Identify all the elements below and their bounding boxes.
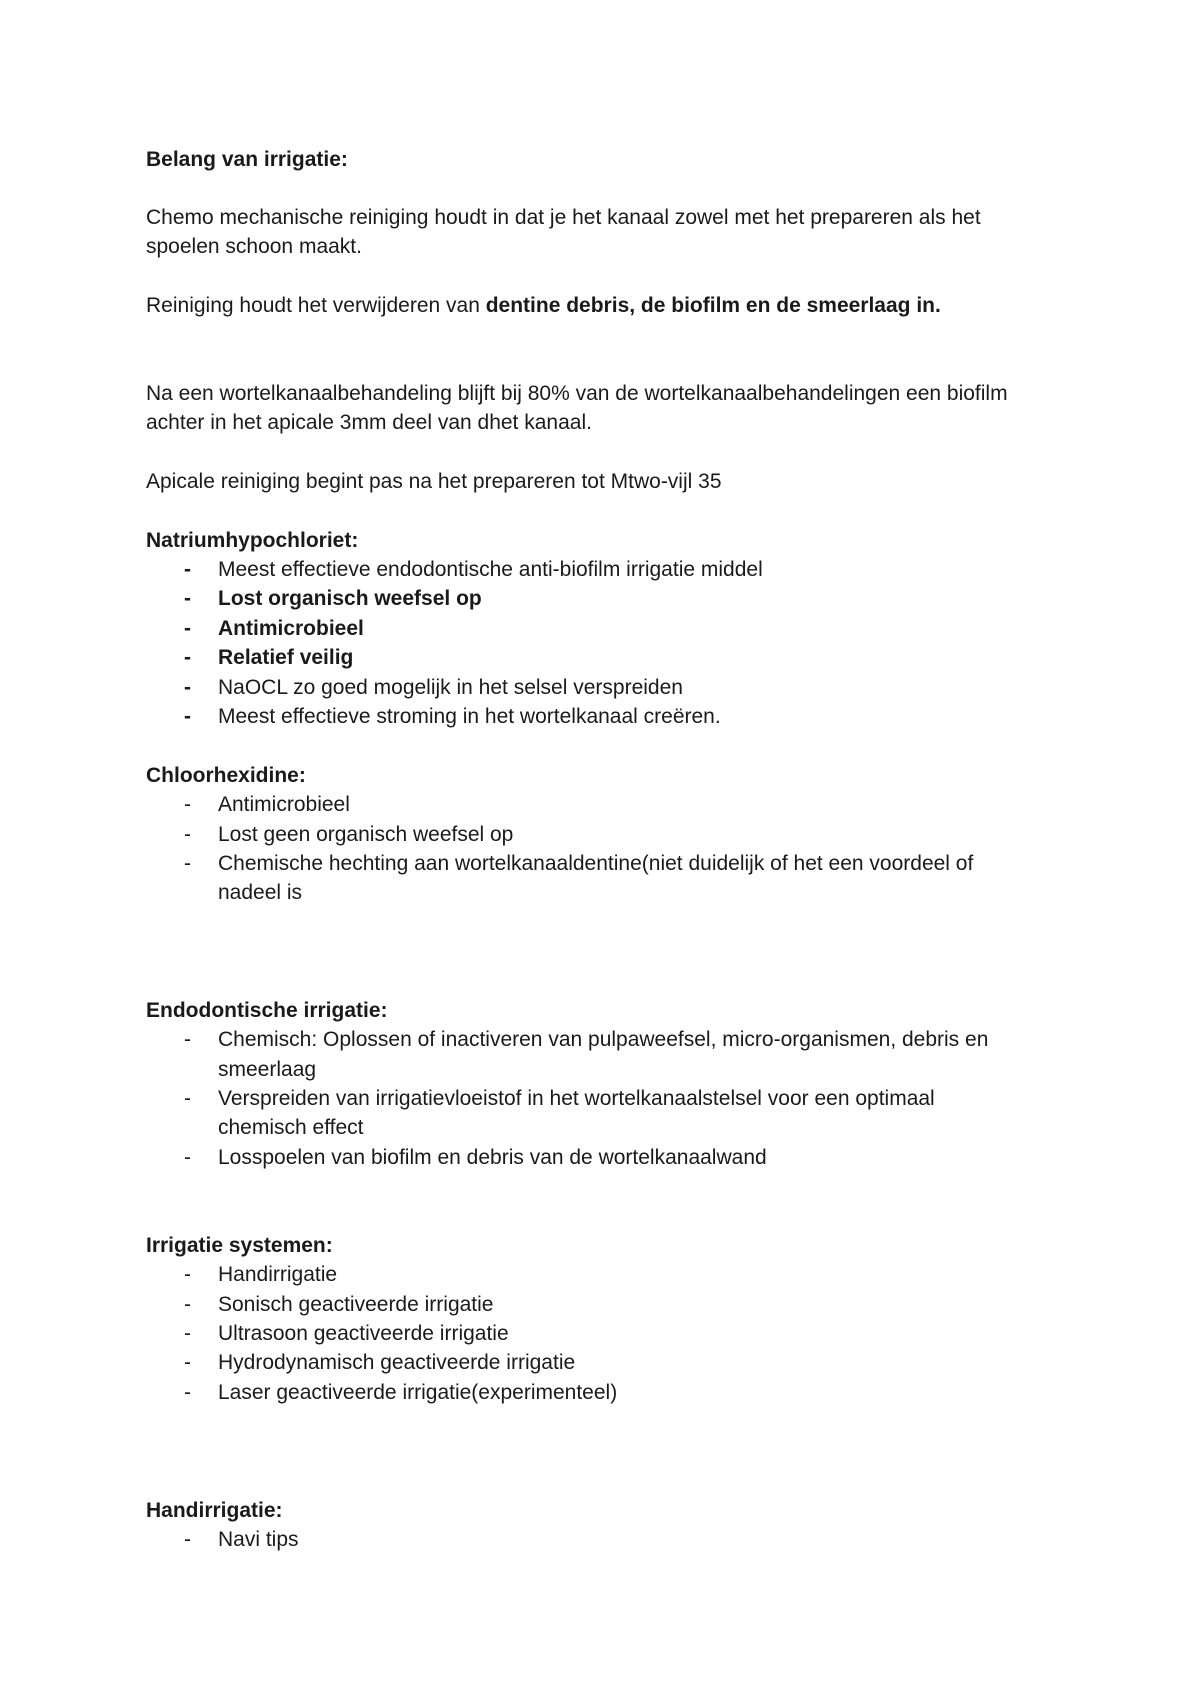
bullet-dash: - [184, 1351, 191, 1374]
paragraph-na-een-line1: Na een wortelkanaalbehandeling blijft bij 80% van de wortelkanaalbehandelingen een biofilm [146, 382, 1008, 405]
list-item-systemen-3: Ultrasoon geactiveerde irrigatie [218, 1322, 509, 1345]
heading-systemen: Irrigatie systemen: [146, 1234, 333, 1257]
heading-chloorhexidine: Chloorhexidine: [146, 764, 306, 787]
bullet-dash: - [184, 1146, 191, 1169]
bullet-dash: - [184, 1322, 191, 1345]
bullet-dash: - [184, 1528, 191, 1551]
list-item-chloor-3: Chemische hechting aan wortelkanaaldentine(niet duidelijk of het een voordeel of [218, 852, 974, 875]
list-item-natrium-3: Antimicrobieel [218, 617, 364, 640]
list-item-endo-1: Chemisch: Oplossen of inactiveren van pulpaweefsel, micro-organismen, debris en [218, 1028, 989, 1051]
bullet-dash: - [184, 823, 191, 846]
paragraph-chemo-line2: spoelen schoon maakt. [146, 235, 362, 258]
bullet-dash: - [184, 676, 191, 699]
bullet-dash: - [184, 617, 191, 640]
list-item-hand-1: Navi tips [218, 1528, 299, 1551]
paragraph-reiniging-bold: dentine debris, de biofilm en de smeerlaag in. [485, 294, 941, 317]
list-item-natrium-1: Meest effectieve endodontische anti-biofilm irrigatie middel [218, 558, 763, 581]
bullet-dash: - [184, 1381, 191, 1404]
bullet-dash: - [184, 1263, 191, 1286]
heading-handirrigatie: Handirrigatie: [146, 1499, 283, 1522]
bullet-dash: - [184, 587, 191, 610]
list-item-endo-3: Losspoelen van biofilm en debris van de wortelkanaalwand [218, 1146, 767, 1169]
bullet-dash: - [184, 646, 191, 669]
bullet-dash: - [184, 558, 191, 581]
paragraph-na-een-line2: achter in het apicale 3mm deel van dhet kanaal. [146, 411, 592, 434]
paragraph-reiniging [146, 291, 941, 320]
heading-belang: Belang van irrigatie: [146, 148, 348, 171]
heading-endodontische: Endodontische irrigatie: [146, 999, 388, 1022]
bullet-dash: - [184, 1028, 191, 1051]
paragraph-reiniging-plain: Reiniging houdt het verwijderen van [146, 294, 486, 317]
bullet-dash: - [184, 1293, 191, 1316]
list-item-systemen-5: Laser geactiveerde irrigatie(experimenteel) [218, 1381, 618, 1404]
list-item-chloor-2: Lost geen organisch weefsel op [218, 823, 514, 846]
list-item-chloor-3-continued: nadeel is [218, 881, 303, 904]
bullet-dash: - [184, 705, 191, 728]
list-item-natrium-6: Meest effectieve stroming in het wortelkanaal creëren. [218, 705, 721, 728]
bullet-dash: - [184, 793, 191, 816]
list-item-endo-2: Verspreiden van irrigatievloeistof in het wortelkanaalstelsel voor een optimaal [218, 1087, 935, 1110]
paragraph-chemo-line1: Chemo mechanische reiniging houdt in dat je het kanaal zowel met het prepareren als het [146, 206, 981, 229]
paragraph-apicale: Apicale reiniging begint pas na het prepareren tot Mtwo-vijl 35 [146, 470, 722, 493]
bullet-dash: - [184, 852, 191, 875]
list-item-systemen-2: Sonisch geactiveerde irrigatie [218, 1293, 494, 1316]
list-item-endo-1-continued: smeerlaag [218, 1058, 317, 1081]
list-item-systemen-1: Handirrigatie [218, 1263, 338, 1286]
list-item-natrium-4: Relatief veilig [218, 646, 354, 669]
bullet-dash: - [184, 1087, 191, 1110]
heading-natrium: Natriumhypochloriet: [146, 529, 359, 552]
list-item-systemen-4: Hydrodynamisch geactiveerde irrigatie [218, 1351, 576, 1374]
list-item-endo-2-continued: chemisch effect [218, 1116, 364, 1139]
list-item-chloor-1: Antimicrobieel [218, 793, 350, 816]
list-item-natrium-2: Lost organisch weefsel op [218, 587, 482, 610]
list-item-natrium-5: NaOCL zo goed mogelijk in het selsel verspreiden [218, 676, 683, 699]
